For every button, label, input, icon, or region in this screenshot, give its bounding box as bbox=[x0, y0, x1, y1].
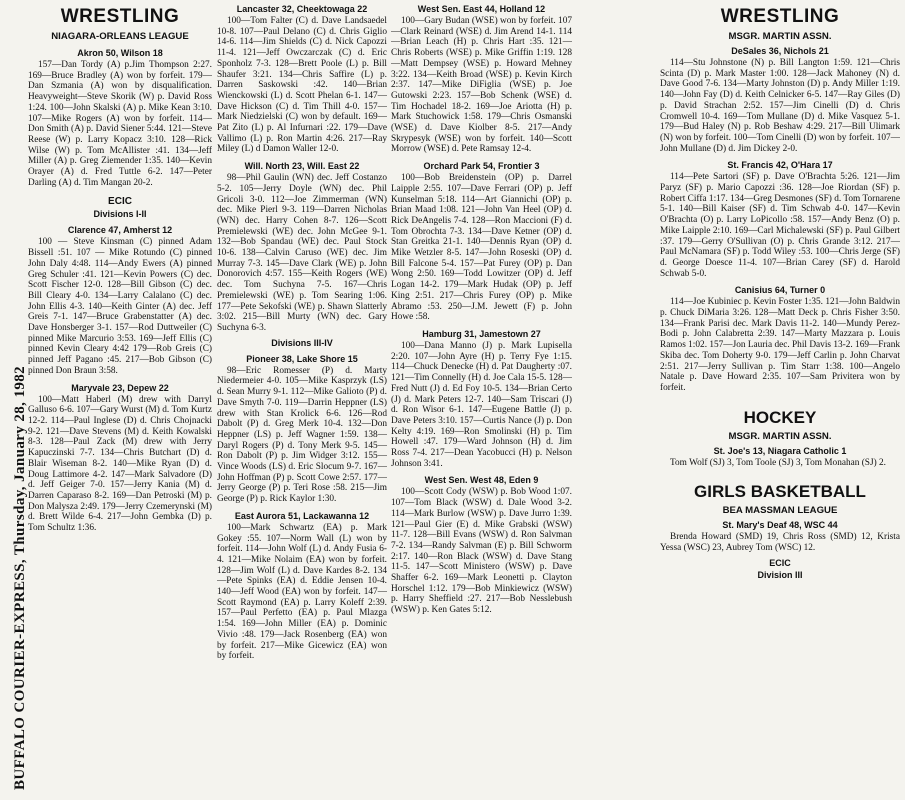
conference-name: ECIC bbox=[769, 557, 791, 568]
result-heading: St. Mary's Deaf 48, WSC 44 bbox=[722, 520, 838, 531]
result-text: 100 — Steve Kinsman (C) pinned Adam Bissell :51. 107 — Mike Rotundo (C) pinned John Daly 4:48. 114—Andy Ewers (A) pinned Greg Schuler :41. 121—Kevin Powers (C) dec. Scott Fischer 12-0. 128—Bill Gibson (C) dec. Bill Cleary 4-0. 134—Larry Calalano (C) dec. John Ellis 4-3. 140—Keith Ginter (A) dec. Jeff Greis 7-1. 147—Bruce Grabenstatter (A) dec. Dave Honsberger 3-1. 157—Rod Duttweiler (C) pinned Mike Marcurio 3:53. 169—Jeff Ellis (C) pinned Kevin Cleary 4:42 179—Rob Greis (C) pinned Jeff Pagano :45. 217—Bob Gibson (C) pinned Don Braun 3:58. bbox=[28, 237, 212, 376]
spine-dateline: BUFFALO COURIER-EXPRESS, Thursday, January 28, 1982 bbox=[12, 365, 28, 790]
result-block bbox=[660, 520, 900, 553]
column-2 bbox=[217, 4, 387, 798]
result-heading: West Sen. East 44, Holland 12 bbox=[417, 4, 546, 14]
result-text: 157—Dan Tordy (A) p.Jim Thompson 2:27. 169—Bruce Bradley (A) won by forfeit. 179—Dan Szmania (A) won by disqualification. Heavyweight—Steve Skorik (W) p. David Ross 1:24. 100—John Skalski (A) p. Mike Kean 3:10. 107—Mike Rogers (A) won by forfeit. 114—Don Smith (A) p. David Siener 5:44. 121—Steve Reese (W) p. Larry Kopacz 3:10. 128—Rick Wilse (W) p. Tom McAllister :41. 134—Jeff Miller (A) p. Greg Ziemender 1:35. 140—Kevin Orayer (A) d. Fred Tuttle 6-2. 147—Peter Darling (A) d. Tim Mangan 20-2. bbox=[28, 60, 212, 188]
result-heading: Lancaster 32, Cheektowaga 22 bbox=[236, 4, 368, 14]
result-heading: Canisius 64, Turner 0 bbox=[734, 285, 826, 296]
result-text: 98—Eric Romesser (P) d. Marty Niedermeier 4-0. 105—Mike Kasprzyk (LS) d. Sean Murry 9-1. 112—Mike Galioto (P) d. Dave Smyth 7-0. 119—Darrin Heppner (LS) drew with Stan Krolick 6-6. 126—Rod Dabolt (P) d. Greg Merk 10-4. 132—Don Heppner (LS) p. Jeff Wagner 1:59. 138—Daryl Rogers (P) d. Tony Merk 9-5. 145—Ron Dabolt (P) p. Jim Widger 3:12. 155—Vince Woods (LS) d. Eric Slocum 9-7. 167—John Hoffman (P) p. Scott Cowe 2:57. 177—Jerry George (P) p. Teri Rose :58. 215—Jim George (P) p. Rick Kaylor 1:30. bbox=[217, 365, 387, 505]
association-name: MSGR. MARTIN ASSN. bbox=[728, 430, 832, 442]
result-heading: Akron 50, Wilson 18 bbox=[77, 48, 163, 58]
result-heading: Hamburg 31, Jamestown 27 bbox=[422, 328, 541, 339]
result-heading: Clarence 47, Amherst 12 bbox=[67, 225, 173, 236]
division-name: Division III bbox=[757, 569, 803, 580]
result-block bbox=[28, 225, 212, 376]
result-block bbox=[391, 329, 572, 469]
section-title-hockey: HOCKEY bbox=[743, 407, 817, 427]
result-block bbox=[660, 46, 900, 154]
result-text: 98—Phil Gaulin (WN) dec. Jeff Costanzo 5-2. 105—Jerry Doyle (WN) dec. Phil Gricoli 3-0. 112—Joe Zimmerman (WN) dec. Mike Pierl 9-3. 119—Darren Nicholas (WN) dec. Harry Cohen 8-7. 126—Scott Premielewski (WE) dec. John McGee 9-1. 132—Bob Spandau (WE) dec. Paul Stock 10-6. 138—Calvin Caruso (WE) dec. Jim Murray 7-3. 145—Dave Clark (WE) p. John Donorovich 4:57. 155—Keith Rogers (WE) dec. Tom Suchyna 7-5. 167—Chris Premielewski (WE) p. Tom Searing 1:06. 177—Pete Sekofski (WE) p. Shawn Slatterly 3:02. 215—Bill Murty (WN) dec. Gary Suchyna 6-3. bbox=[217, 173, 387, 333]
result-text: 100—Gary Budan (WSE) won by forfeit. 107—Clark Reinard (WSE) d. Jim Arend 14-1. 114—Brian Leach (H) p. Chris Hart :35. 121—Chris Roberts (WSE) p. Mike Griffin 1:19. 128—Matt Dempsey (WSE) p. Howard Mehney 3:22. 134—Keith Broad (WSE) p. Kevin Kirch 2:37. 147—Mike DiFiglia (WSE) p. Joe Gutowski 2:23. 157—Bob Schenk (WSE) d. Tim Hochadel 18-2. 169—Joe Ariotta (H) p. Mark Stuchowick 1:58. 179—Chris Osmanski (WSE) d. Dave Kiolber 8-5. 217—Andy Skrypesyk (WSE) won by forfeit. 140—Scott Morrow (WSE) d. Pete Ramsay 12-4. bbox=[391, 16, 572, 155]
column-4 bbox=[660, 4, 900, 798]
result-heading: East Aurora 51, Lackawanna 12 bbox=[234, 510, 370, 521]
page-spine bbox=[0, 0, 28, 800]
league-name: NIAGARA-ORLEANS LEAGUE bbox=[51, 31, 189, 42]
column-3 bbox=[391, 4, 572, 798]
result-block bbox=[217, 354, 387, 505]
result-block bbox=[391, 4, 572, 155]
result-heading: Maryvale 23, Depew 22 bbox=[71, 382, 169, 393]
section-title-wrestling: WRESTLING bbox=[60, 6, 180, 27]
result-text: 100—Bob Breidenstein (OP) p. Darrel Laipple 2:55. 107—Dave Ferrari (OP) p. Jeff Kunselman 5:18. 114—Art Giannichi (OP) p. Brian Maad 1:08. 121—John Van Heel (OP) d. Rick DeAngelis 7-4. 128—Ron Maccioni (F) d. Tom Obrochta 7-3. 134—Dave Ketner (OP) d. Stan Greitka 21-1. 140—Dennis Ryan (OP) d. Mike Wetzler 8-5. 147—John Roseski (OP) d. Bill Falcone 5-4. 157—Pat Furey (OP) p. Dan Wong 2:50. 169—Todd Lowitzer (OP) d. Jeff Logan 14-2. 179—Mark Hudak (OP) p. Jeff King 2:51. 217—Chris Furey (OP) p. Mike Abramo :53. 250—J.M. Jewett (F) p. John Howe :58. bbox=[391, 173, 572, 323]
result-heading: Will. North 23, Will. East 22 bbox=[244, 161, 360, 172]
result-block bbox=[217, 161, 387, 334]
result-block bbox=[28, 383, 212, 534]
result-block bbox=[217, 511, 387, 662]
result-block bbox=[660, 446, 900, 469]
division-name: Divisions III-IV bbox=[271, 337, 333, 348]
result-text: 100—Tom Falter (C) d. Dave Landsaedel 10-8. 107—Paul Delano (C) d. Chris Giglio 14-6. 114—Jim Shields (C) d. Nick Capozzi 11-4. 121—Jeff Owczarczak (C) d. Eric Sponholz 7-3. 128—Brett Poole (L) p. Bill Shaufer 3:21. 134—Chris Saffire (L) p. Darren Saskowski :42. 140—Brian Wienckowski (L) d. Scott Phelan 6-1. 147—Dave Hickson (C) d. Tim Thill 4-0. 157—Mark Niedzielski (C) won by default. 169—Pat Zito (L) p. Al Infurnari :22. 179—Dave Vallimo (L) p. Ron Martin 4:26. 217—Ray Miley (L) d Damon Waller 12-0. bbox=[217, 16, 387, 155]
result-text: 100—Dana Manno (J) p. Mark Lupisella 2:20. 107—John Ayre (H) p. Terry Fye 1:15. 114—Chuck Denecke (H) d. Pat Daugherty :07. 121—Tim Connelly (H) d. Joe Cala 15-5. 128—Fred Nutt (J) d. Ed Foy 10-5. 134—Brian Certo (J) d. Mark Peters 12-7. 140—Sam Triscari (J) d. Ron Wisor 6-1. 147—Eugene Battle (J) p. Dave Peters 3:10. 157—Curtis Nance (J) p. Don Kelty 4:19. 169—Ron Smolinski (H) p. Tim Howell :47. 179—Ward Johnson (H) d. Jim Ross 7-4. 217—Dean Yacobucci (H) p. Nelson Johnson 3:41. bbox=[391, 340, 572, 469]
result-text: 100—Scott Cody (WSW) p. Bob Wood 1:07. 107—Tom Black (WSW) d. Dale Wood 3-2. 114—Mark Burlow (WSW) p. Dave Jurro 1:39. 121—Paul Gier (E) d. Mike Grabski (WSW) 11-7. 128—Bill Evans (WSW) d. Ron Salvman 7-2. 134—Randy Salvman (E) p. Bill Schworm 2:17. 140—Ron Black (WSW) d. Dave Stang 11-5. 147—Scott Ministero (WSW) p. Dave Shaffer 6-2. 169—Mark Leonetti p. Clayton Horschel 1:12. 179—Bob Minkiewicz (WSW) p. Harry Sheffield :27. 217—Bob Nesslebush (WSW) p. Ken Gates 5:12. bbox=[391, 487, 572, 616]
result-block bbox=[217, 4, 387, 155]
result-heading: St. Joe's 13, Niagara Catholic 1 bbox=[713, 445, 847, 456]
result-block bbox=[660, 285, 900, 393]
result-block bbox=[391, 475, 572, 615]
result-text: 100—Mark Schwartz (EA) p. Mark Gokey :55. 107—Norm Wall (L) won by forfeit. 114—John Wolf (L) d. Andy Fusia 6-4. 121—Mike Nolaim (EA) won by forfeit. 128—Jim Wolf (L) d. Dave Kardes 8-2. 134—Pete Spinks (EA) d. Eddie Jensen 10-4. 140—Jeff Wood (EA) won by forfeit. 147—Scott Raymond (EA) p. Larry Koleff 2:39. 157—Paul Perfetto (EA) p. Paul Mlazga 1:54. 169—John Miller (EA) p. Dominic Vivio :48. 179—Jack Rosenberg (EA) won by forfeit. 217—Mike Gicewicz (EA) won by forfeit. bbox=[217, 522, 387, 662]
section-title-wrestling: WRESTLING bbox=[720, 6, 840, 27]
result-text: 114—Joe Kubiniec p. Kevin Foster 1:35. 121—John Baldwin p. Chuck DiMaria 3:26. 128—Matt Deck p. Chris Fisher 3:50. 134—Frank Parisi dec. Mark Davis 11-2. 140—Mundy Perez-Bodi p. John Calabretta 2:39. 147—Marty Mazzara p. Louis Ramos 1:02. 157—Jon Lauria dec. Phil Davis 13-2. 169—Frank Skiba dec. Tom Doherty 9-0. 179—Jeff Carlin p. John Charvat 2:51. 217—Jerry Sullivan p. Tim Starr 1:38. 100—Angelo Natale p. Dave Howard 2:35. 107—Sam Privitera won by forfeit. bbox=[660, 297, 900, 393]
result-text: 114—Stu Johnstone (N) p. Bill Langton 1:59. 121—Chris Scinta (D) p. Mark Master 1:00. 128—Jack Mahoney (N) d. Dave Good 7-6. 134—Marty Johnston (D) p. Andy Miller 1:19. 140—John Fay (D) d. Keith Celnicker 6-5. 147—Ray Giles (D) p. David Strachan 2:52. 157—Jim Cinelli (D) d. Chris Cromwell 10-4. 169—Tom Mullane (D) d. Mike Vasquez 5-1. 179—Bud Haley (N) p. Rob Beshaw 4:29. 217—Bill Ulimark (N) won by forfeit. 100—Tom Cinelli (D) won by forfeit. 107—John Mullane (D) d. Jim Dickey 2-0. bbox=[660, 58, 900, 154]
result-text: Brenda Howard (SMD) 19, Chris Ross (SMD) 12, Krista Yessa (WSC) 23, Aubrey Tom (WSC) 12. bbox=[660, 532, 900, 554]
conference-name: ECIC bbox=[108, 196, 132, 208]
result-heading: Orchard Park 54, Frontier 3 bbox=[423, 161, 540, 172]
result-block bbox=[28, 48, 212, 188]
result-text: 114—Pete Sartori (SF) p. Dave O'Brachta 5:26. 121—Jim Paryz (SF) p. Mario Capozzi :36. 128—Joe Riordan (SF) p. Robert Ciffa 1:17. 134—Greg Desmones (SF) d. Tom Tornarene 5-1. 140—Bill Kaiser (SF) d. Tim Schwab 4-0. 147—Kevin O'Brachta (O) p. Larry LoPicollo :58. 157—Andy Benz (O) p. Mike Laipple 2:10. 169—Carl Michalewski (SF) p. Paul Gilbert :37. 179—Gerry O'Sullivan (O) p. Chris Grande 3:12. 217—Paul McNamara (SF) p. Todd Wiley :53. 100—Chris Jerge (SF) d. George Doesce 11-4. 107—Brian Carey (SF) d. Harold Schwab 5-0. bbox=[660, 172, 900, 279]
league-name: BEA MASSMAN LEAGUE bbox=[722, 505, 838, 517]
division-name: Divisions I-II bbox=[93, 209, 147, 220]
column-1 bbox=[28, 4, 212, 798]
result-text: Tom Wolf (SJ) 3, Tom Toole (SJ) 3, Tom Monahan (SJ) 2. bbox=[670, 457, 886, 468]
result-block bbox=[660, 160, 900, 279]
result-block bbox=[391, 161, 572, 323]
result-heading: St. Francis 42, O'Hara 17 bbox=[727, 160, 833, 171]
result-text: 100—Matt Haberl (M) drew with Darryl Galluso 6-6. 107—Gary Wurst (M) d. Tom Kurtz 12-2. 114—Paul Inglese (D) d. Chris Chojnacki 9-2. 121—Dave Stevens (M) d. Keith Kowalski 8-3. 128—Paul Zack (M) drew with Jerry Kapuczinski 7-7. 134—Chris Butchart (D) d. Blair Wiseman 8-2. 140—Mike Ryan (D) d. Doug Lattimore 4-2. 147—Mark Salvadore (D) d. Jeff Geiger 7-0. 157—Jerry Kania (M) d. Darren Caparaso 8-2. 169—Dan Petroski (M) p. Don Malysza 2:49. 179—Jerry Czemerynski (M) d. Brett Wilde 6-4. 217—John Gembka (D) p. Tom Schultz 1:36. bbox=[28, 394, 212, 534]
association-name: MSGR. MARTIN ASSN. bbox=[728, 31, 832, 42]
result-heading: DeSales 36, Nichols 21 bbox=[731, 46, 829, 56]
section-title-girls-basketball: GIRLS BASKETBALL bbox=[694, 482, 866, 502]
result-heading: Pioneer 38, Lake Shore 15 bbox=[246, 353, 358, 364]
result-heading: West Sen. West 48, Eden 9 bbox=[424, 475, 539, 486]
